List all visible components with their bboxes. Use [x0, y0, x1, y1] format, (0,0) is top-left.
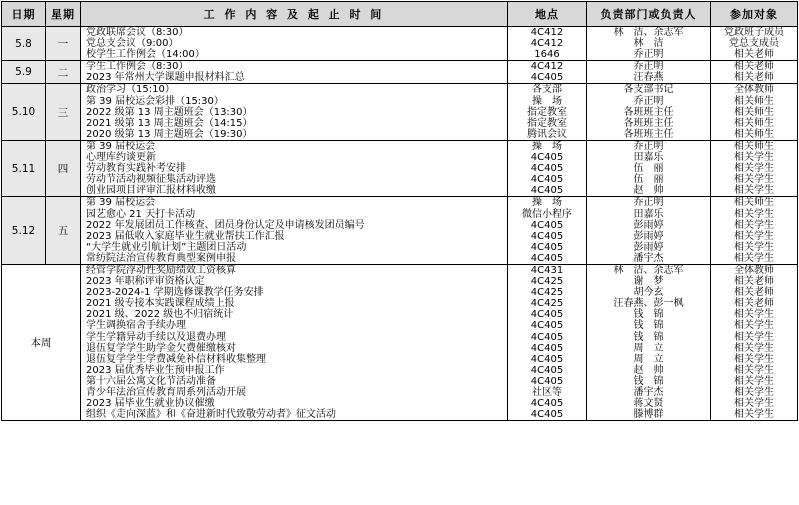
attendee-item: 相关学生 — [734, 208, 774, 220]
work-item: 心理库约谈更新 — [86, 152, 156, 164]
owner-item: 滕博群 — [633, 409, 664, 421]
owner-item: 周 立 — [633, 342, 664, 354]
work-item: 2023 届低收入家庭毕业生就业帮扶工作汇报 — [86, 230, 285, 242]
work-item: 第 39 届校运会彩排（15:30） — [86, 95, 224, 107]
attendee-item: 相关学生 — [734, 342, 774, 354]
weekday-cell: 四 — [46, 140, 81, 196]
weekday-cell: 三 — [46, 84, 81, 140]
work-item: 2021 级第 13 周主题班会（14:15） — [86, 117, 253, 129]
attendee-item: 相关学生 — [734, 163, 774, 175]
owner-item: 乔正明 — [633, 95, 664, 107]
work-cell — [81, 264, 508, 420]
attendee-item: 相关老师 — [734, 276, 774, 288]
attendee-item: 相关师生 — [734, 128, 774, 140]
work-cell — [81, 27, 508, 61]
attendee-item: 党总支成员 — [729, 38, 779, 50]
date-cell: 5.10 — [2, 84, 46, 140]
attendee-item: 相关老师 — [734, 61, 774, 73]
weekday-cell: 一 — [46, 27, 81, 61]
work-item: 第 39 届校运会 — [86, 140, 156, 152]
work-item: 党总支会议（9:00） — [86, 38, 179, 50]
place-cell — [508, 27, 587, 61]
attendee-item: 相关学生 — [734, 185, 774, 197]
place-item: 4C405 — [530, 241, 564, 253]
owner-cell — [587, 61, 711, 84]
attendees-cell — [711, 197, 798, 265]
place-item: 4C405 — [530, 174, 564, 186]
place-item: 操 场 — [532, 197, 562, 209]
header-date: 日期 — [2, 2, 46, 27]
work-cell — [81, 61, 508, 84]
attendee-item: 相关学生 — [734, 174, 774, 186]
place-item: 4C405 — [530, 152, 564, 164]
place-item: 4C425 — [530, 276, 564, 288]
work-item: 第 39 届校运会 — [86, 197, 156, 209]
owner-item: 林 洁、余志军 — [613, 27, 684, 38]
owner-item: 各班班主任 — [623, 106, 674, 118]
work-cell — [81, 84, 508, 140]
attendees-cell — [711, 264, 798, 420]
attendee-item: 相关学生 — [734, 398, 774, 410]
place-cell — [508, 264, 587, 420]
attendee-item: 党政班子成员 — [724, 27, 784, 38]
place-item: 4C431 — [530, 264, 564, 276]
place-item: 操 场 — [532, 95, 562, 107]
attendee-item: 相关师生 — [734, 117, 774, 129]
owner-item: 彭雨婷 — [633, 241, 664, 253]
owner-item: 赵 帅 — [633, 185, 664, 197]
place-item: 操 场 — [532, 140, 562, 152]
work-item: 学生学籍异动手续以及退费办理 — [86, 331, 226, 343]
owner-item: 乔正明 — [633, 61, 664, 73]
owner-item: 彭雨婷 — [633, 219, 664, 231]
attendee-item: 相关老师 — [734, 49, 774, 61]
owner-item: 彭雨婷 — [633, 230, 664, 242]
weekday-cell: 五 — [46, 197, 81, 265]
attendee-item: 相关学生 — [734, 387, 774, 398]
attendees-cell — [711, 27, 798, 61]
attendee-item: 相关学生 — [734, 230, 774, 242]
attendee-item: 相关学生 — [734, 309, 774, 321]
owner-cell — [587, 197, 711, 265]
work-item: 2022 年发展团员工作核查、团员身份认定及申请核发团员编号 — [86, 219, 365, 231]
place-item: 4C405 — [530, 409, 564, 421]
place-item: 4C405 — [530, 364, 564, 376]
place-item: 4C405 — [530, 72, 564, 84]
schedule-row — [2, 61, 798, 84]
work-item: 退伍复学学生助学金欠费催缴核对 — [86, 342, 236, 354]
attendee-item: 相关学生 — [734, 219, 774, 231]
place-item: 腾讯会议 — [527, 128, 567, 140]
attendee-item: 相关老师 — [734, 287, 774, 299]
work-item: 2020 级第 13 周主题班会（19:30） — [86, 128, 253, 140]
work-item: 劳动节活动视频征集活动评选 — [86, 174, 216, 186]
owner-item: 伍 丽 — [633, 174, 664, 186]
attendee-item: 相关学生 — [734, 320, 774, 332]
place-item: 4C405 — [530, 398, 564, 410]
header-attendees: 参加对象 — [711, 2, 798, 27]
header-weekday: 星期 — [46, 2, 81, 27]
place-item: 1646 — [534, 49, 560, 61]
work-item: “大学生就业引航计划”主题团日活动 — [86, 241, 247, 253]
work-item: 2023-2024-1 学期选修课教学任务安排 — [86, 287, 264, 299]
attendee-item: 相关学生 — [734, 252, 774, 264]
owner-item: 乔正明 — [633, 140, 664, 152]
attendees-cell — [711, 84, 798, 140]
work-cell — [81, 140, 508, 196]
owner-item: 乔正明 — [633, 197, 664, 209]
work-item: 2021 级专接本实践课程成绩上报 — [86, 298, 235, 310]
owner-item: 田嘉乐 — [633, 152, 664, 164]
owner-item: 各支部书记 — [623, 84, 674, 96]
work-item: 劳动教育实践补考安排 — [86, 163, 186, 175]
header-place: 地点 — [508, 2, 587, 27]
work-item: 2023 年职称评审资格认定 — [86, 276, 205, 288]
schedule-row — [2, 27, 798, 61]
work-cell — [81, 197, 508, 265]
schedule-body — [2, 27, 798, 421]
place-item: 4C405 — [530, 252, 564, 264]
work-item: 园艺愈心 21 天打卡活动 — [86, 208, 196, 220]
place-cell — [508, 61, 587, 84]
place-item: 4C405 — [530, 230, 564, 242]
weekly-schedule-table — [1, 1, 798, 421]
attendee-item: 全体教师 — [734, 84, 774, 96]
owner-item: 钱 锦 — [633, 375, 664, 387]
place-item: 4C412 — [530, 27, 564, 38]
place-cell — [508, 84, 587, 140]
date-cell: 5.12 — [2, 197, 46, 265]
place-item: 4C405 — [530, 331, 564, 343]
attendee-item: 相关师生 — [734, 95, 774, 107]
owner-cell — [587, 140, 711, 196]
place-item: 微信小程序 — [522, 208, 572, 220]
owner-item: 田嘉乐 — [633, 208, 664, 220]
header-work: 工 作 内 容 及 起 止 时 间 — [81, 2, 508, 27]
date-cell: 5.11 — [2, 140, 46, 196]
owner-item: 蒋文贤 — [633, 398, 664, 410]
owner-item: 周 立 — [633, 353, 664, 365]
owner-item: 钱 锦 — [633, 309, 664, 321]
place-item: 4C405 — [530, 320, 564, 332]
work-item: 2023 年常州大学课题申报材料汇总 — [86, 72, 245, 84]
place-cell — [508, 197, 587, 265]
work-item: 组织《走向深蓝》和《奋进新时代致敬劳动者》征文活动 — [86, 409, 336, 421]
owner-item: 潘宇杰 — [633, 387, 664, 398]
schedule-row — [2, 197, 798, 265]
place-item: 指定教室 — [527, 106, 567, 118]
owner-cell — [587, 27, 711, 61]
work-item: 青少年法治宣传教育周系列活动开展 — [86, 387, 246, 398]
owner-item: 林 洁、余志军 — [613, 264, 684, 276]
attendee-item: 相关学生 — [734, 331, 774, 343]
owner-cell — [587, 264, 711, 420]
work-item: 校学生工作例会（14:00） — [86, 49, 205, 61]
date-cell: 本周 — [2, 264, 81, 420]
header-row — [2, 2, 798, 27]
place-item: 各支部 — [532, 84, 562, 96]
attendee-item: 相关学生 — [734, 353, 774, 365]
place-item: 4C412 — [530, 61, 564, 73]
place-cell — [508, 140, 587, 196]
attendee-item: 相关学生 — [734, 364, 774, 376]
work-item: 政治学习（15:10） — [86, 84, 175, 96]
attendees-cell — [711, 140, 798, 196]
attendee-item: 相关师生 — [734, 140, 774, 152]
place-item: 4C425 — [530, 287, 564, 299]
owner-item: 林 洁 — [633, 38, 664, 50]
owner-item: 钱 锦 — [633, 331, 664, 343]
place-item: 4C405 — [530, 219, 564, 231]
place-item: 4C405 — [530, 185, 564, 197]
attendee-item: 相关学生 — [734, 375, 774, 387]
schedule-row — [2, 264, 798, 420]
place-item: 4C405 — [530, 309, 564, 321]
work-item: 2021 级、2022 级也不归宿统计 — [86, 309, 234, 321]
date-cell: 5.9 — [2, 61, 46, 84]
owner-item: 伍 丽 — [633, 163, 664, 175]
owner-item: 钱 锦 — [633, 320, 664, 332]
attendee-item: 相关学生 — [734, 152, 774, 164]
owner-cell — [587, 84, 711, 140]
weekday-cell: 二 — [46, 61, 81, 84]
attendee-item: 相关老师 — [734, 298, 774, 310]
attendee-item: 相关师生 — [734, 197, 774, 209]
attendee-item: 相关师生 — [734, 106, 774, 118]
work-item: 经管学院浮动性奖励绩效工资核算 — [86, 264, 236, 276]
work-item: 2023 届优秀毕业生预申报工作 — [86, 364, 225, 376]
owner-item: 谢 梦 — [633, 276, 664, 288]
attendee-item: 相关学生 — [734, 409, 774, 421]
attendee-item: 相关学生 — [734, 241, 774, 253]
work-item: 学生调换宿舍手续办理 — [86, 320, 186, 332]
place-item: 社区等 — [532, 387, 562, 398]
schedule-row — [2, 140, 798, 196]
owner-item: 潘宇杰 — [633, 252, 664, 264]
work-item: 创业园项目评审汇报材料收缴 — [86, 185, 216, 197]
work-item: 常纺院法治宣传教育典型案例申报 — [86, 252, 236, 264]
owner-item: 各班班主任 — [623, 117, 674, 129]
owner-item: 乔正明 — [633, 49, 664, 61]
work-item: 2022 级第 13 周主题班会（13:30） — [86, 106, 253, 118]
work-item: 党政联席会议（8:30） — [86, 27, 189, 38]
work-item: 学生工作例会（8:30） — [86, 61, 189, 73]
work-item: 第十六届公寓文化节活动准备 — [86, 375, 216, 387]
date-cell: 5.8 — [2, 27, 46, 61]
owner-item: 赵 帅 — [633, 364, 664, 376]
place-item: 指定教室 — [527, 117, 567, 129]
attendees-cell — [711, 61, 798, 84]
owner-item: 汪春燕 — [633, 72, 664, 84]
header-owner: 负责部门或负责人 — [587, 2, 711, 27]
owner-item: 汪春燕、彭一枫 — [613, 298, 684, 310]
work-item: 2023 届毕业生就业协议催缴 — [86, 398, 215, 410]
place-item: 4C405 — [530, 353, 564, 365]
owner-item: 胡今玄 — [633, 287, 664, 299]
owner-item: 各班班主任 — [623, 128, 674, 140]
place-item: 4C412 — [530, 38, 564, 50]
attendee-item: 相关老师 — [734, 72, 774, 84]
work-item: 退伍复学学生学费减免补信材料收集整理 — [86, 353, 266, 365]
attendee-item: 全体教师 — [734, 264, 774, 276]
place-item: 4C405 — [530, 375, 564, 387]
schedule-row — [2, 84, 798, 140]
place-item: 4C405 — [530, 163, 564, 175]
place-item: 4C425 — [530, 298, 564, 310]
place-item: 4C405 — [530, 342, 564, 354]
